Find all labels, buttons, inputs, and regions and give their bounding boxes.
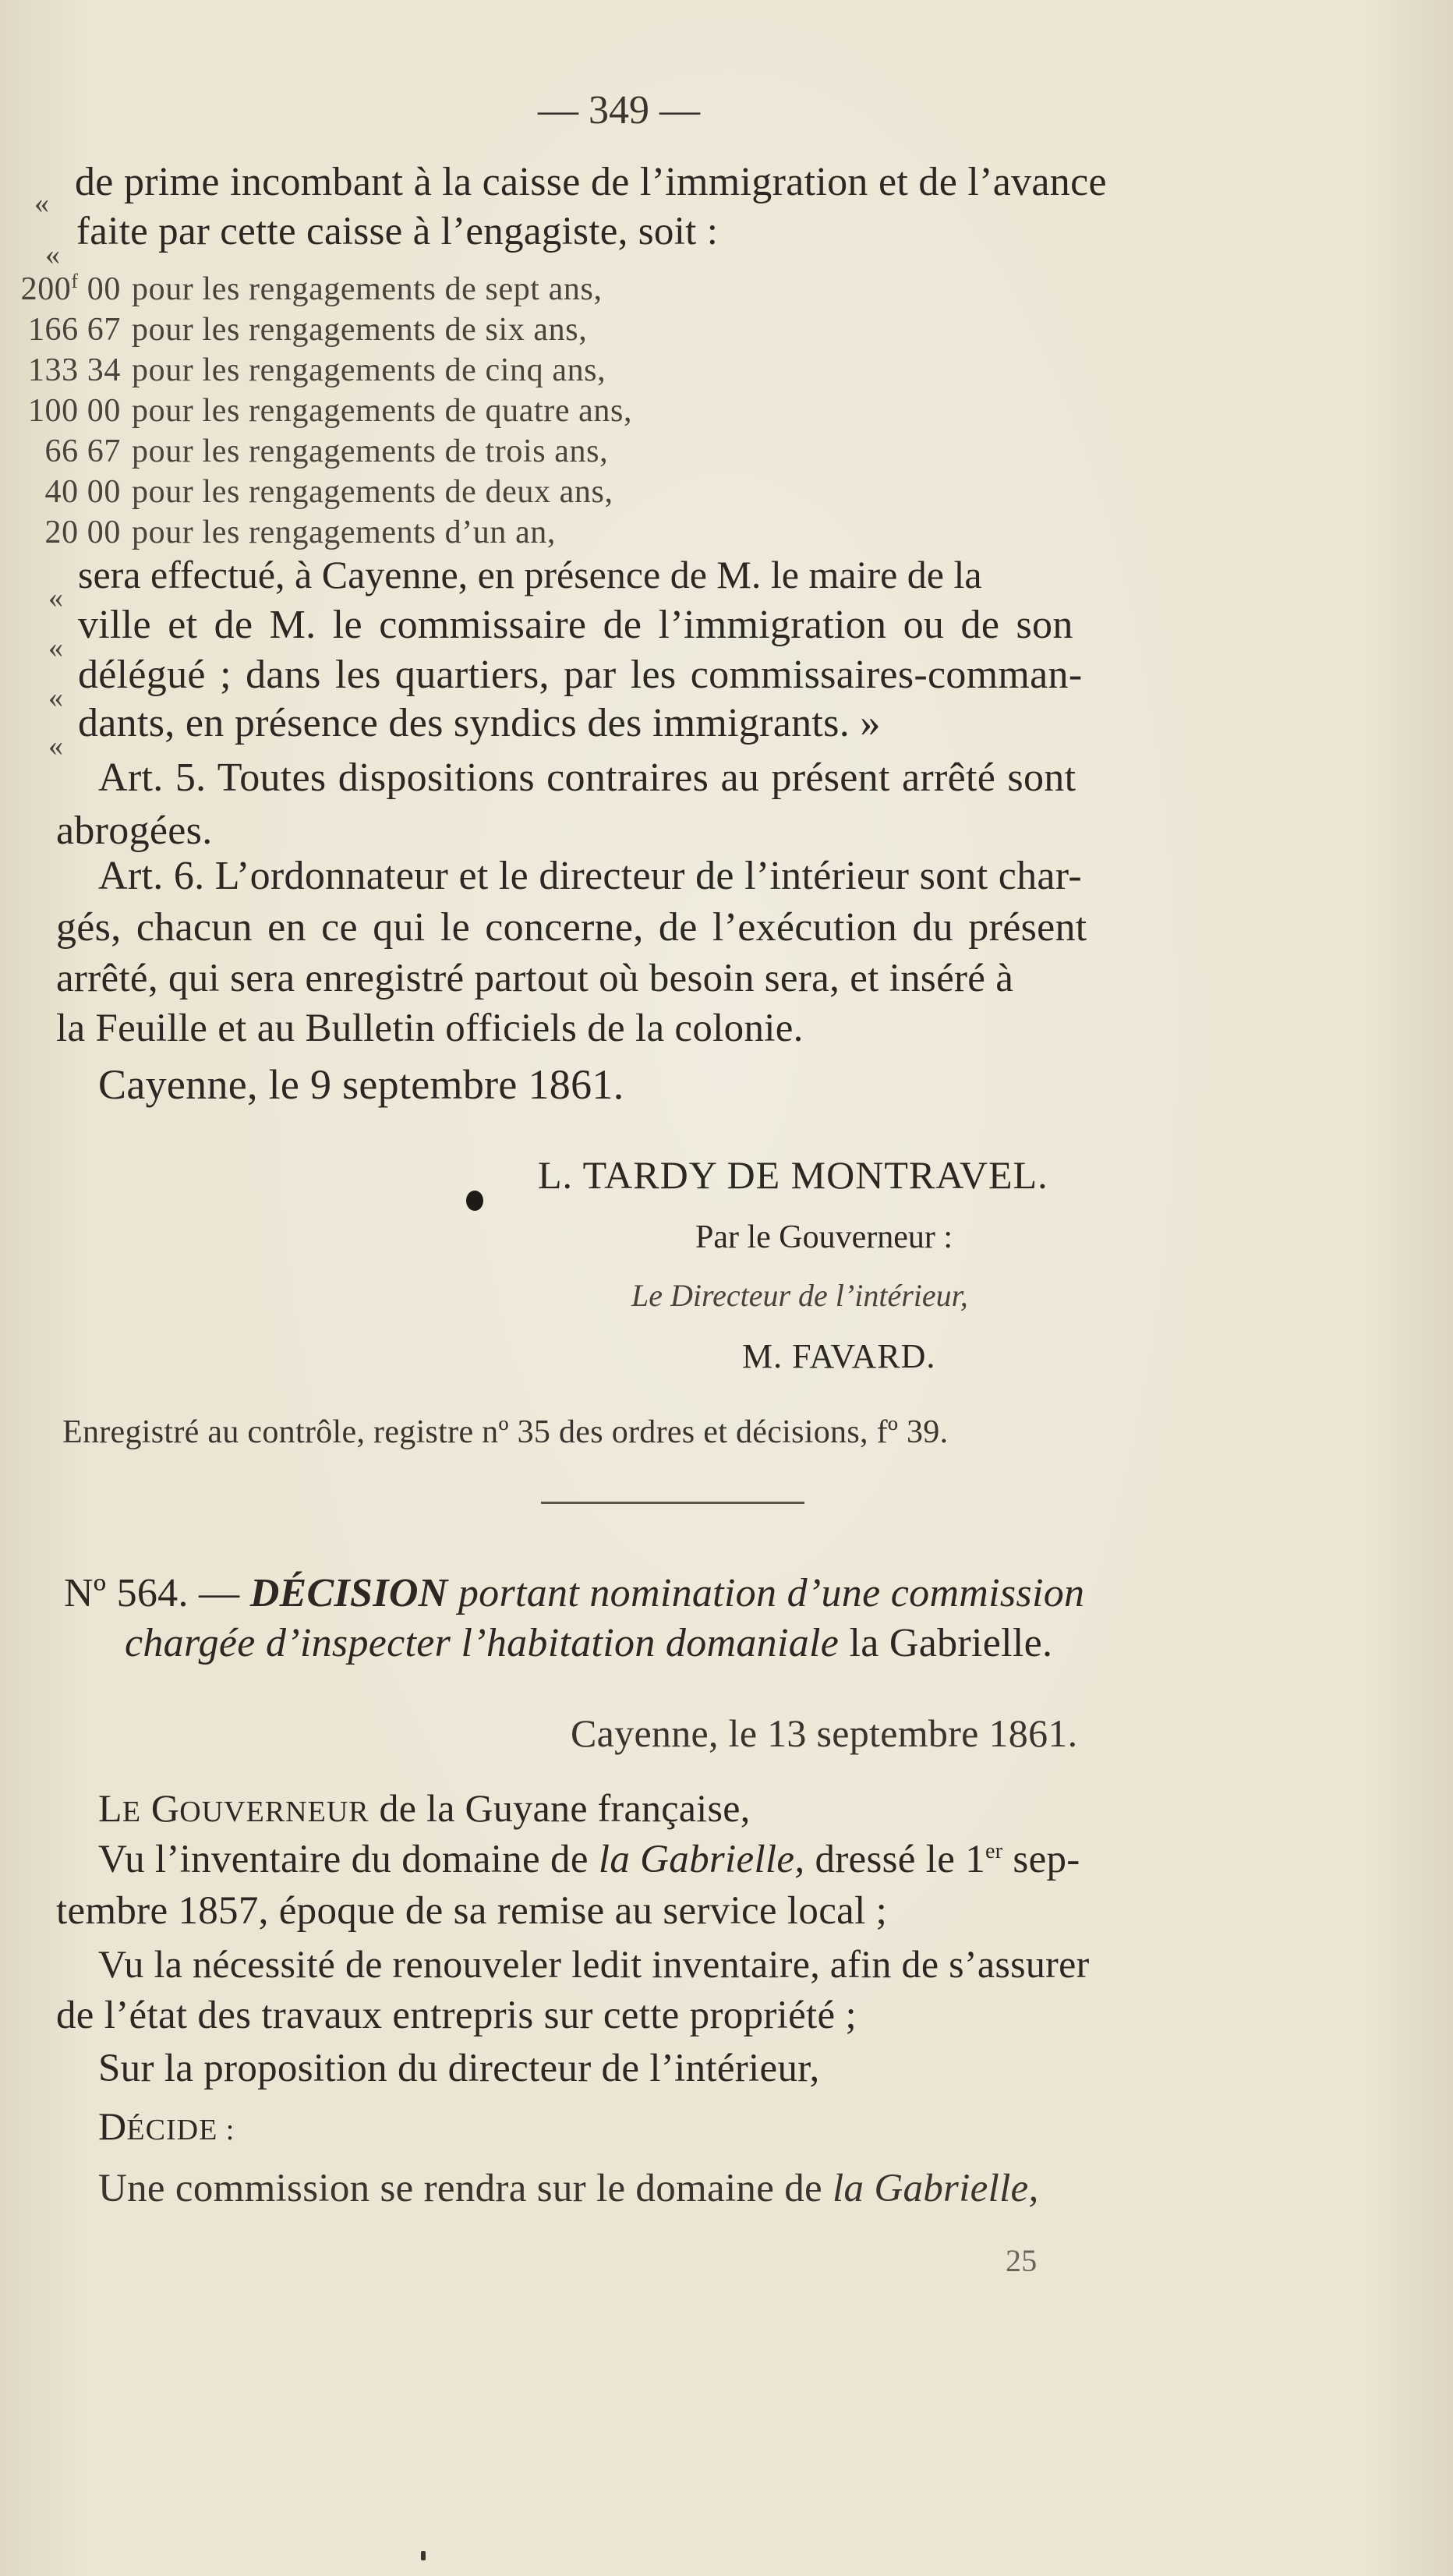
art5-line-1: Art. 5. Toutes dispositions contraires au présent arrêté sont — [98, 755, 1076, 800]
decision-date: Cayenne, le 13 septembre 1861. — [571, 1711, 1078, 1755]
continuation-line-3: délégué ; dans les quartiers, par les commissaires-comman- — [78, 653, 1083, 697]
ink-speck — [421, 2551, 426, 2560]
governor-line: LE GOUVERNEUR de la Guyane française, — [98, 1786, 751, 1830]
signature-role: Le Directeur de l’intérieur, — [631, 1278, 968, 1313]
sur-line: Sur la proposition du directeur de l’intérieur, — [98, 2047, 820, 2090]
vu1-line-2: tembre 1857, époque de sa remise au service local ; — [56, 1889, 888, 1933]
place-date: Cayenne, le 9 septembre 1861. — [98, 1061, 624, 1108]
registration-note: Enregistré au contrôle, registre nº 35 des ordres et décisions, fº 39. — [62, 1414, 949, 1450]
decision-title-line-1 — [64, 1573, 1084, 1614]
table-row: 20 00 pour les rengagements d’un an, — [44, 515, 557, 550]
vu2-line-2: de l’état des travaux entrepris sur cette propriété ; — [56, 1994, 857, 2037]
continuation-line-4: dants, en présence des syndics des immigrants. » — [78, 701, 881, 745]
continuation-line-1: sera effectué, à Cayenne, en présence de M. le maire de la — [78, 553, 982, 596]
decision-title-rest: portant nomination d’une commission — [458, 1571, 1085, 1615]
art6-line-1: Art. 6. L’ordonnateur et le directeur de l’intérieur sont char- — [98, 854, 1082, 898]
table-row: 66 67 pour les rengagements de trois ans, — [44, 433, 609, 469]
une-line: Une commission se rendra sur le domaine de la Gabrielle, — [98, 2167, 1039, 2210]
quote-mark: « — [48, 632, 63, 664]
decide-line: DÉCIDE : — [98, 2104, 235, 2148]
vu2-line-1: Vu la nécessité de renouveler ledit inventaire, afin de s’assurer — [98, 1942, 1090, 1986]
quote-mark: « — [45, 239, 60, 271]
quote-mark: « — [48, 681, 63, 714]
table-row: 200$^f$ 00 pour les rengagements de sept ans, — [20, 270, 603, 307]
table-row: 100 00 pour les rengagements de quatre ans, — [27, 393, 633, 429]
signature-by: Par le Gouverneur : — [695, 1219, 953, 1255]
art5-line-2: abrogées. — [56, 809, 213, 853]
vu1-line-1: Vu l’inventaire du domaine de la Gabrielle, dressé le 1er sep- — [98, 1838, 1080, 1881]
art6-line-3: arrêté, qui sera enregistré partout où besoin sera, et inséré à — [56, 957, 1014, 1000]
table-row: 40 00 pour les rengagements de deux ans, — [44, 474, 613, 510]
art6-line-2: gés, chacun en ce qui le concerne, de l’exécution du présent — [56, 905, 1087, 950]
table-row: 133 34 pour les rengagements de cinq ans, — [27, 352, 606, 388]
art6-line-4: la Feuille et au Bulletin officiels de la colonie. — [56, 1007, 804, 1050]
decision-number: Nº 564. — — [64, 1571, 240, 1615]
quote-mark: « — [48, 582, 63, 614]
table-row: 166 67 pour les rengagements de six ans, — [27, 312, 588, 348]
signature-name: L. TARDY DE MONTRAVEL. — [538, 1153, 1048, 1197]
section-divider — [541, 1502, 804, 1504]
continuation-line-2: ville et de M. le commissaire de l’immigration ou de son — [78, 603, 1073, 647]
ink-blot — [466, 1191, 483, 1211]
quote-line-1: de prime incombant à la caisse de l’immigration et de l’avance — [75, 160, 1107, 204]
decision-keyword: DÉCISION — [249, 1571, 448, 1615]
page-number-header: — 349 — — [538, 88, 700, 133]
signature-mark: 25 — [1006, 2243, 1038, 2278]
quote-mark: « — [48, 730, 63, 763]
quote-mark: « — [34, 187, 49, 220]
decision-title-line-2: chargée d’inspecter l’habitation domaniale la Gabrielle. — [125, 1621, 1053, 1665]
signature-official: M. FAVARD. — [742, 1337, 936, 1375]
quote-line-2: faite par cette caisse à l’engagiste, soit : — [76, 210, 719, 253]
